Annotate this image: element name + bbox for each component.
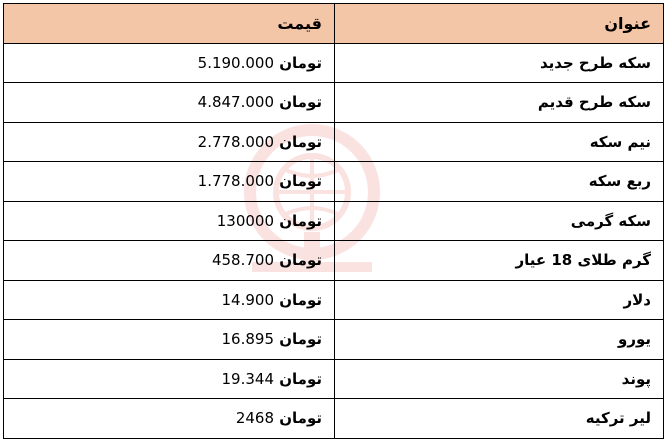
item-title: سکه طرح قدیم [335,83,664,123]
price-table [3,3,664,439]
item-price [4,83,335,123]
table-row [4,280,664,320]
price-unit: تومان [279,330,322,349]
price-unit: تومان [279,409,322,428]
item-price [4,122,335,162]
table-row [4,241,664,281]
item-title: نیم سکه [335,122,664,162]
table-row [4,320,664,360]
item-price [4,320,335,360]
price-value: 2468 [235,409,274,428]
item-title: لیر ترکیه [335,399,664,439]
price-value: 4.847.000 [197,93,274,112]
price-unit: تومان [279,53,322,72]
price-value: 130000 [216,211,274,230]
item-title: گرم طلای 18 عیار [335,241,664,281]
item-price [4,162,335,202]
price-value: 5.190.000 [197,53,274,72]
price-value: 2.778.000 [197,132,274,151]
item-title: پوند [335,359,664,399]
table-row [4,162,664,202]
item-title: یورو [335,320,664,360]
header-title: عنوان [335,4,664,44]
table-body [4,43,664,438]
item-title: دلار [335,280,664,320]
price-unit: تومان [279,369,322,388]
item-price [4,201,335,241]
price-value: 16.895 [221,330,274,349]
item-price [4,280,335,320]
table-header-row [4,4,664,44]
item-price [4,43,335,83]
table-row [4,43,664,83]
price-unit: تومان [279,251,322,270]
price-unit: تومان [279,211,322,230]
price-value: 14.900 [221,290,274,309]
price-unit: تومان [279,290,322,309]
table-row [4,201,664,241]
table-row [4,83,664,123]
price-value: 19.344 [221,369,274,388]
table-row [4,399,664,439]
item-price [4,359,335,399]
table-row [4,122,664,162]
item-price [4,241,335,281]
price-value: 1.778.000 [197,172,274,191]
price-unit: تومان [279,172,322,191]
item-title: سکه طرح جدید [335,43,664,83]
item-title: سکه گرمی [335,201,664,241]
header-price: قیمت [4,4,335,44]
price-value: 458.700 [211,251,274,270]
table-row [4,359,664,399]
item-title: ربع سکه [335,162,664,202]
price-unit: تومان [279,132,322,151]
item-price [4,399,335,439]
price-unit: تومان [279,93,322,112]
